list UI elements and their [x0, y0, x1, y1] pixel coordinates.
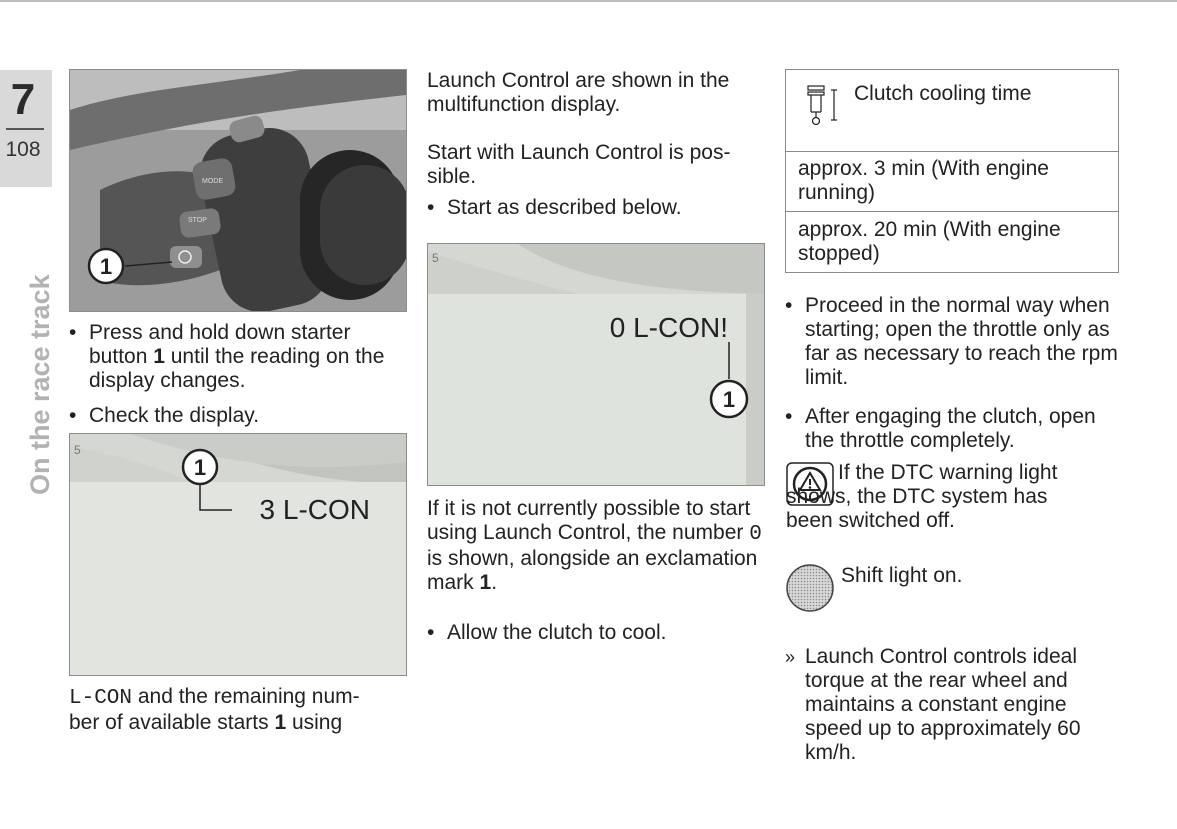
bullet-text-end: until the reading on the display changes. [89, 345, 385, 392]
table-header [786, 70, 1118, 152]
svg-text:5: 5 [432, 251, 439, 265]
stop-button-label: STOP [188, 217, 207, 224]
lcd-reading: 3 L-CON [259, 494, 370, 525]
shift-light-text: Shift light on. [841, 564, 963, 587]
caption-bold-ref: 1 [274, 711, 287, 734]
paragraph-text: . [491, 571, 498, 594]
callout-number: 1 [193, 455, 207, 480]
result-item [785, 645, 1125, 765]
start-possible-paragraph: Start with Launch Control is pos-sible. [427, 141, 731, 188]
bullet-icon: • [69, 404, 77, 427]
list-item [69, 321, 409, 393]
result-text: Launch Control controls ideal torque at the rear wheel and maintains a constant engine speed up to approximately 60 km/h. [805, 645, 1081, 764]
section-title: On the race track [25, 274, 55, 495]
bullet-text: Press and hold down starter button [89, 321, 351, 368]
lcd-display-illustration [428, 244, 764, 485]
list-item [427, 621, 762, 645]
list-item [427, 196, 762, 220]
bullet-icon: • [427, 196, 435, 219]
bullet-icon: • [427, 621, 435, 644]
result-marker-icon: » [785, 647, 796, 667]
bullet-text: Check the display. [89, 404, 260, 427]
starts-caption [69, 685, 414, 735]
table-cell: approx. 3 min (With engine running) [798, 157, 1049, 204]
bullet-icon: • [785, 405, 793, 428]
svg-text:5: 5 [74, 443, 81, 457]
lcon-mono-text: L-CON [69, 687, 133, 710]
callout-number: 1 [99, 254, 113, 279]
table-header-label: Clutch cooling time [854, 82, 1032, 105]
caption-text: ber of available starts [69, 711, 275, 734]
callout-number: 1 [722, 387, 736, 412]
display-figure-error [427, 243, 765, 486]
top-rule [0, 0, 1177, 2]
table-cell: approx. 20 min (With engine stopped) [798, 218, 1061, 265]
list-item [785, 405, 1125, 453]
caption-text: using [286, 711, 343, 734]
lcd-reading: 0 L-CON! [609, 312, 728, 343]
handlebar-switch-illustration [70, 70, 406, 311]
paragraph-text: If it is not currently possible to start using Launch Control, the number [427, 497, 751, 544]
bullet-bold-ref: 1 [153, 345, 165, 368]
bullet-text: Start as described below. [447, 196, 682, 219]
list-item [785, 294, 1125, 390]
handlebar-photo [69, 69, 407, 312]
table-row [786, 212, 1118, 272]
bullet-icon: • [69, 321, 77, 344]
shift-light-icon [785, 562, 835, 614]
lcd-display-illustration [70, 434, 406, 675]
chapter-number: 7 [10, 75, 36, 124]
clutch-cooling-table [785, 69, 1119, 273]
piston-thermometer-icon [806, 80, 842, 130]
intro-paragraph: Launch Control are shown in the multifunction display. [427, 69, 730, 116]
mode-button-label: MODE [202, 178, 223, 185]
chapter-divider [6, 128, 44, 130]
bullet-text: After engaging the clutch, open the throttle completely. [805, 405, 1096, 452]
display-figure-count [69, 433, 407, 676]
bullet-text: Allow the clutch to cool. [447, 621, 667, 644]
bullet-text: Proceed in the normal way when starting; open the throttle only as far as necessary to reach the rpm limit. [805, 294, 1118, 389]
page-number: 108 [5, 138, 41, 161]
paragraph-bold-ref: 1 [479, 571, 492, 594]
not-possible-paragraph [427, 497, 767, 595]
caption-text: and the remaining num- [132, 685, 360, 708]
zero-mono-text: 0 [749, 523, 762, 546]
bullet-icon: • [785, 294, 793, 317]
dtc-paragraph: If the DTC warning light shows, the DTC system has been switched off. [786, 461, 1058, 532]
paragraph-text: is shown, alongside an exclamation mark [427, 547, 758, 594]
list-item [69, 404, 409, 428]
table-row [786, 151, 1118, 212]
